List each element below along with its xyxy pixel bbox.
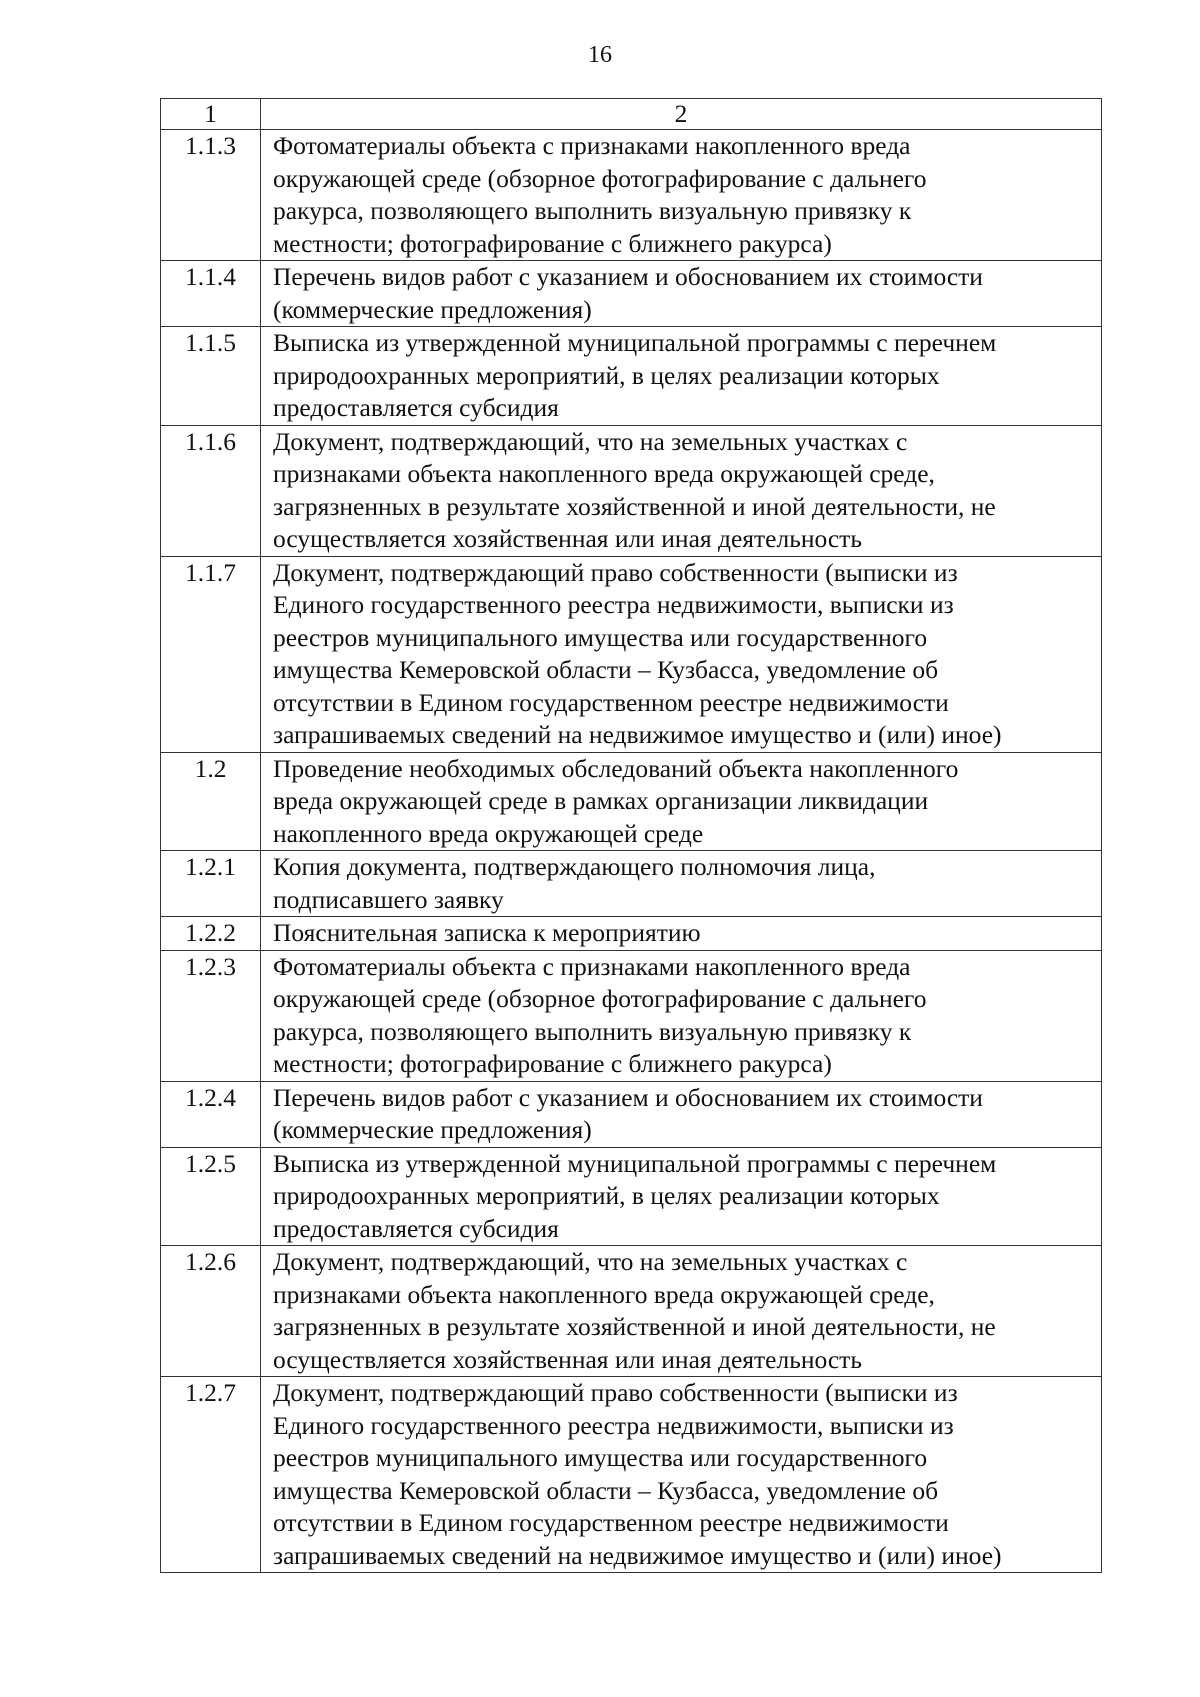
table-row — [161, 425, 1102, 556]
table-row — [161, 917, 1102, 951]
row-description — [261, 917, 1102, 951]
description-line: предоставляется субсидия — [273, 393, 559, 422]
table-row — [161, 327, 1102, 426]
row-number: 1.2.3 — [161, 950, 261, 1081]
description-line: запрашиваемых сведений на недвижимое имущество и (или) иное) — [273, 720, 1002, 749]
description-line: местности; фотографирование с ближнего ракурса) — [273, 1049, 832, 1078]
row-number: 1.2.4 — [161, 1081, 261, 1147]
row-number: 1.1.6 — [161, 425, 261, 556]
row-description — [261, 556, 1102, 752]
table-row — [161, 1081, 1102, 1147]
table-row — [161, 130, 1102, 261]
row-description — [261, 130, 1102, 261]
description-line: Фотоматериалы объекта с признаками накопленного вреда — [273, 951, 911, 981]
row-number: 1.1.4 — [161, 261, 261, 327]
description-line: Фотоматериалы объекта с признаками накопленного вреда — [273, 131, 911, 160]
header-cell-number: 1 — [161, 99, 261, 130]
description-line: Документ, подтверждающий право собственности (выписки из — [273, 557, 958, 587]
table-row — [161, 1246, 1102, 1377]
description-line: признаками объекта накопленного вреда окружающей среде, — [273, 1279, 935, 1309]
description-line: реестров муниципального имущества или государственного — [273, 622, 928, 652]
description-line: Документ, подтверждающий, что на земельных участках с — [273, 1247, 908, 1276]
table-row — [161, 851, 1102, 917]
description-line: ракурса, позволяющего выполнить визуальную привязку к — [273, 1016, 912, 1046]
row-description — [261, 752, 1102, 851]
description-line: предоставляется субсидия — [273, 1213, 559, 1243]
description-line: Выписка из утвержденной муниципальной программы с перечнем — [273, 1148, 997, 1178]
description-line: окружающей среде (обзорное фотографирование с дальнего — [273, 984, 927, 1013]
table-body — [161, 99, 1102, 1573]
row-description — [261, 1147, 1102, 1246]
description-line: осуществляется хозяйственная или иная деятельность — [273, 1344, 862, 1374]
description-line: загрязненных в результате хозяйственной и иной деятельности, не — [273, 1312, 996, 1341]
description-line: отсутствии в Едином государственном реестре недвижимости — [273, 687, 949, 717]
description-line: отсутствии в Едином государственном реестре недвижимости — [273, 1508, 949, 1537]
table-row — [161, 1377, 1102, 1573]
description-line: Перечень видов работ с указанием и обоснованием их стоимости — [273, 1082, 983, 1112]
description-line: Перечень видов работ с указанием и обоснованием их стоимости — [273, 262, 983, 291]
row-number: 1.2.5 — [161, 1147, 261, 1246]
row-number: 1.1.3 — [161, 130, 261, 261]
row-description — [261, 1246, 1102, 1377]
description-line: реестров муниципального имущества или государственного — [273, 1443, 928, 1472]
description-line: ракурса, позволяющего выполнить визуальную привязку к — [273, 196, 912, 225]
description-line: Единого государственного реестра недвижимости, выписки из — [273, 590, 954, 619]
table-header-row — [161, 99, 1102, 130]
description-line: Выписка из утвержденной муниципальной программы с перечнем — [273, 328, 997, 357]
row-number: 1.1.7 — [161, 556, 261, 752]
description-line: местности; фотографирование с ближнего ракурса) — [273, 228, 832, 258]
description-line: (коммерческие предложения) — [273, 1115, 592, 1144]
description-line: загрязненных в результате хозяйственной и иной деятельности, не — [273, 491, 996, 521]
description-line: Пояснительная записка к мероприятию — [273, 918, 701, 947]
row-description — [261, 327, 1102, 426]
description-line: имущества Кемеровской области – Кузбасса, уведомление об — [273, 1475, 939, 1505]
row-description — [261, 261, 1102, 327]
row-number: 1.2.2 — [161, 917, 261, 951]
row-description — [261, 1081, 1102, 1147]
document-table — [160, 98, 1102, 1573]
description-line: Документ, подтверждающий, что на земельных участках с — [273, 426, 908, 456]
table-row — [161, 261, 1102, 327]
description-line: накопленного вреда окружающей среде — [273, 818, 704, 848]
row-description — [261, 1377, 1102, 1573]
description-line: Копия документа, подтверждающего полномочия лица, — [273, 852, 876, 881]
description-line: природоохранных мероприятий, в целях реализации которых — [273, 1181, 940, 1210]
description-line: признаками объекта накопленного вреда окружающей среде, — [273, 459, 935, 488]
table-row — [161, 1147, 1102, 1246]
page-number: 16 — [588, 42, 612, 68]
table-row — [161, 752, 1102, 851]
description-line: Единого государственного реестра недвижимости, выписки из — [273, 1410, 954, 1440]
description-line: природоохранных мероприятий, в целях реализации которых — [273, 360, 940, 390]
description-line: Документ, подтверждающий право собственности (выписки из — [273, 1378, 958, 1407]
row-description — [261, 425, 1102, 556]
description-line: имущества Кемеровской области – Кузбасса, уведомление об — [273, 655, 939, 684]
row-number: 1.2.7 — [161, 1377, 261, 1573]
description-line: подписавшего заявку — [273, 884, 504, 914]
description-line: (коммерческие предложения) — [273, 294, 592, 324]
table-row — [161, 950, 1102, 1081]
description-line: осуществляется хозяйственная или иная деятельность — [273, 524, 862, 553]
description-line: Проведение необходимых обследований объекта накопленного — [273, 753, 959, 783]
description-line: вреда окружающей среде в рамках организации ликвидации — [273, 786, 929, 815]
row-number: 1.2.6 — [161, 1246, 261, 1377]
row-description — [261, 950, 1102, 1081]
row-description — [261, 851, 1102, 917]
description-line: окружающей среде (обзорное фотографирование с дальнего — [273, 163, 927, 193]
header-cell-description: 2 — [261, 99, 1102, 130]
row-number: 1.2.1 — [161, 851, 261, 917]
row-number: 1.1.5 — [161, 327, 261, 426]
row-number: 1.2 — [161, 752, 261, 851]
table-row — [161, 556, 1102, 752]
description-line: запрашиваемых сведений на недвижимое имущество и (или) иное) — [273, 1540, 1002, 1570]
